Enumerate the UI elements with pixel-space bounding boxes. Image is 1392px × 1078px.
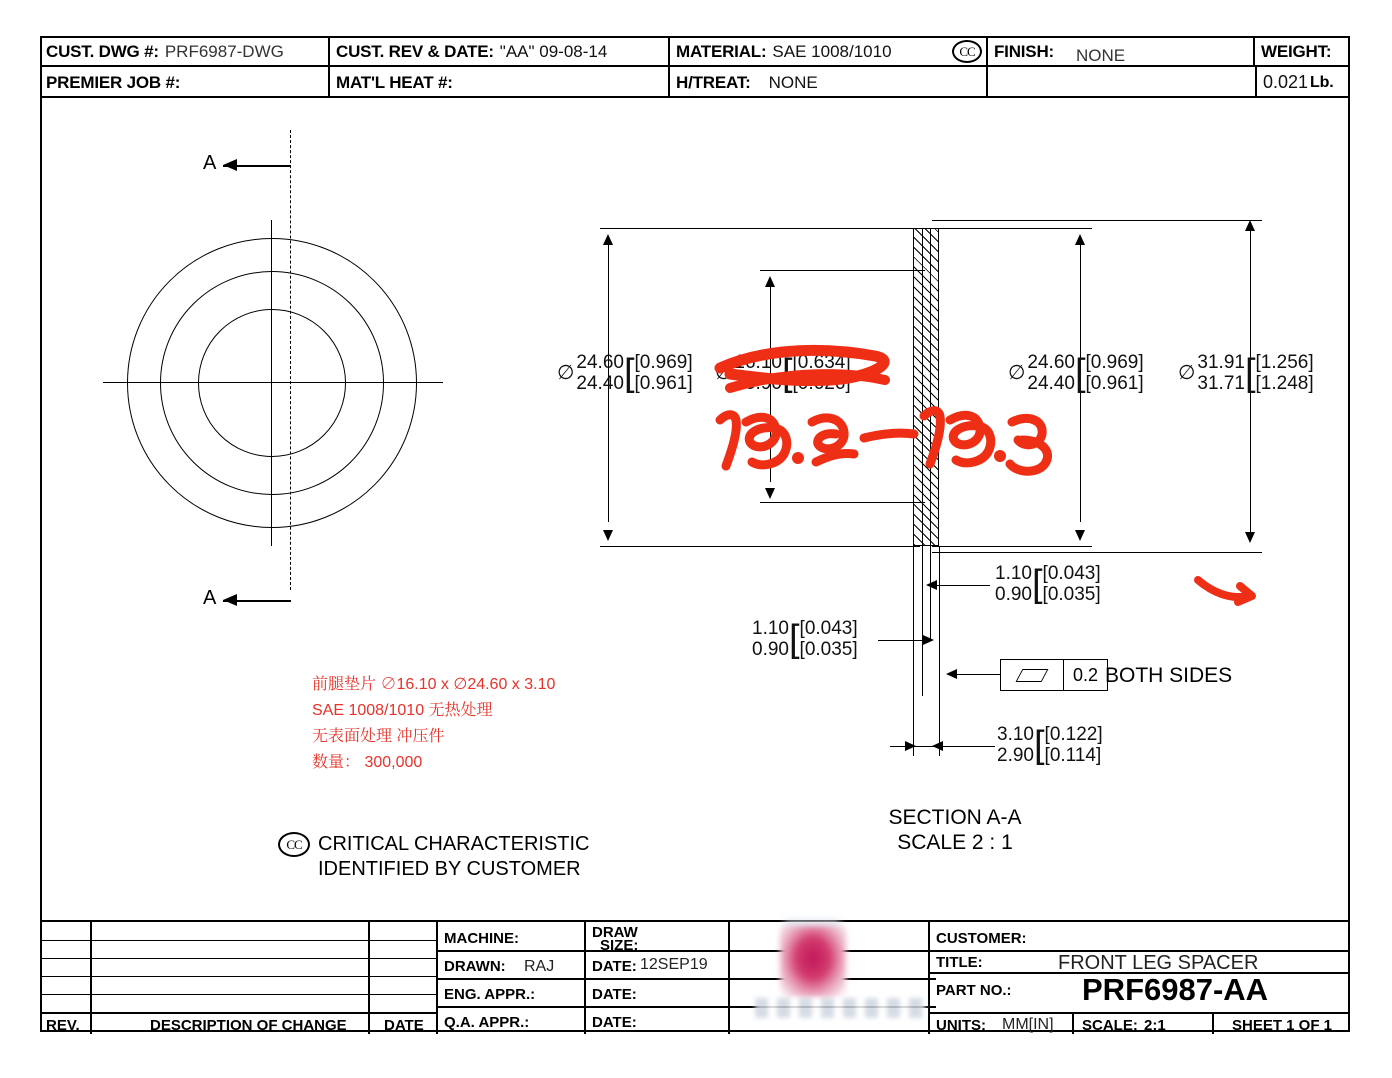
cust-dwg-value: PRF6987-DWG — [164, 41, 284, 61]
tb-vline-units — [1072, 1012, 1074, 1034]
red-note-line-4: 数量： 300,000 — [312, 754, 423, 771]
section-cut-line — [290, 130, 291, 590]
tb-vline-date — [368, 922, 370, 1034]
dim-od-right-phi: ∅ — [1008, 361, 1026, 384]
material-value: SAE 1008/1010 — [772, 41, 892, 61]
dim-overall-max: 3.10 — [997, 724, 1034, 745]
ext-line-bottom-left — [600, 546, 920, 547]
inner-circle — [198, 309, 346, 457]
fcf-leader-arrow — [946, 669, 957, 679]
tb-vline-right — [928, 922, 930, 1034]
centerline-vertical — [271, 220, 272, 546]
dim-arrow-od-left-bottom — [603, 530, 613, 541]
weight-value: 0.021 — [1263, 72, 1309, 92]
dim-od-right-min: 24.40 — [1027, 373, 1075, 394]
premier-job-cell — [40, 67, 330, 98]
part-step-line-1 — [922, 228, 923, 546]
cc-symbol-legend-text: CC — [286, 836, 302, 852]
drawn-date-label: DATE: — [592, 958, 637, 975]
cc-legend-line-1: CRITICAL CHARACTERISTIC — [318, 833, 590, 855]
cc-symbol-header-text: CC — [959, 43, 975, 59]
customer-label: CUSTOMER: — [936, 930, 1027, 947]
rev-label: REV. — [46, 1017, 80, 1034]
dim-thk-upper-min-in: [0.035] — [1042, 584, 1101, 605]
dim-text-thk-lower: 1.10 0.90 [ [0.043] [0.035] — [752, 618, 858, 660]
cust-dwg-label: CUST. DWG #: — [46, 41, 159, 61]
dim-line-thk-upper — [930, 585, 990, 586]
dim-arrow-outer-od-bottom — [1245, 532, 1255, 543]
weight-value-cell — [1255, 67, 1350, 98]
section-view — [557, 200, 1320, 854]
units-value: MM[IN] — [1002, 1016, 1054, 1033]
qa-appr-label: Q.A. APPR.: — [444, 1014, 530, 1031]
section-arrow-top-head — [223, 159, 237, 171]
section-label-line-2: SCALE 2 : 1 — [897, 831, 1013, 854]
dim-od-right-min-in: [0.961] — [1085, 373, 1144, 394]
dim-id-min: 15.90 — [734, 373, 782, 394]
dim-outer-od-min-in: [1.248] — [1255, 373, 1314, 394]
title-value: FRONT LEG SPACER — [1058, 952, 1259, 974]
dim-outer-od-phi: ∅ — [1178, 361, 1196, 384]
units-label: UNITS: — [936, 1017, 986, 1034]
header-row-1 — [40, 36, 1350, 67]
front-view — [95, 140, 525, 620]
ext-line-id-bottom — [760, 502, 925, 503]
red-note-line-1: 前腿垫片 ∅16.10 x ∅24.60 x 3.10 — [312, 676, 556, 693]
dim-outer-od-min: 31.71 — [1197, 373, 1245, 394]
finish-value: NONE — [1075, 46, 1126, 65]
sheet-value: SHEET 1 OF 1 — [1232, 1017, 1333, 1034]
fcf-box — [1000, 659, 1108, 691]
fcf-tolerance-value: 0.2 — [1073, 664, 1099, 685]
tb-vline-stamp — [728, 922, 730, 1034]
dim-od-left-max-in: [0.969] — [634, 352, 693, 373]
parallelism-icon — [1001, 660, 1064, 690]
dim-thk-upper-max-in: [0.043] — [1042, 563, 1101, 584]
htreat-label: H/TREAT: — [676, 72, 751, 92]
cc-symbol-legend — [278, 832, 310, 857]
draw-size-label-1: DRAW — [592, 924, 638, 941]
cc-symbol-header — [952, 40, 982, 63]
dim-id-max: 16.10 — [734, 352, 782, 373]
dim-overall-max-in: [0.122] — [1044, 724, 1103, 745]
dim-arrow-overall-right — [932, 741, 943, 751]
header-table — [40, 36, 1350, 98]
part-cross-section — [913, 228, 939, 546]
red-note-line-3: 无表面处理 冲压件 — [312, 728, 445, 745]
section-label-line-1: SECTION A-A — [888, 806, 1022, 829]
finish-cell — [988, 36, 1255, 67]
weight-cell — [1255, 36, 1350, 67]
red-note-line-2: SAE 1008/1010 无热处理 — [312, 702, 493, 719]
dim-od-left-phi: ∅ — [557, 361, 575, 384]
dim-text-outer-od: ∅ 31.91 31.71 [ [1.256] [1.248] — [1178, 352, 1314, 394]
section-letter-bottom: A — [203, 587, 217, 609]
eng-appr-label: ENG. APPR.: — [444, 986, 536, 1003]
dim-text-od-right: ∅ 24.60 24.40 [ [0.969] [0.961] — [1008, 352, 1144, 394]
ext-line-outer-bottom — [932, 552, 1262, 553]
finish-cell-2 — [988, 67, 1255, 98]
proj-line-right — [939, 546, 940, 756]
dim-thk-lower-min: 0.90 — [752, 639, 789, 660]
stamp-seal — [780, 926, 846, 998]
dim-od-left-max: 24.60 — [576, 352, 624, 373]
dim-arrow-thk-upper-left — [926, 580, 937, 590]
dim-arrow-id-top — [765, 276, 775, 287]
dim-od-right-max: 24.60 — [1027, 352, 1075, 373]
material-label: MATERIAL: — [676, 41, 767, 61]
dim-outer-od-max-in: [1.256] — [1255, 352, 1314, 373]
stamp-text-blurred — [755, 998, 925, 1018]
title-label: TITLE: — [936, 954, 983, 971]
tb-hline-4 — [40, 994, 436, 995]
drawn-date-value: 12SEP19 — [640, 956, 708, 973]
dim-od-right-max-in: [0.969] — [1085, 352, 1144, 373]
tb-hline-5 — [40, 1012, 436, 1014]
proj-line-mid1 — [922, 546, 923, 696]
dim-text-thk-upper: 1.10 0.90 [ [0.043] [0.035] — [995, 563, 1101, 605]
ext-line-id-top — [760, 270, 925, 271]
dim-id-phi: ∅ — [715, 361, 733, 384]
dim-overall-min: 2.90 — [997, 745, 1034, 766]
fcf-both-sides-note: BOTH SIDES — [1105, 664, 1233, 687]
tb-vline-rev — [90, 922, 92, 1034]
dim-arrow-overall-left — [905, 741, 916, 751]
dim-arrow-outer-od-top — [1245, 220, 1255, 231]
cust-rev-value: "AA" 09-08-14 — [499, 41, 608, 61]
weight-label: WEIGHT: — [1261, 41, 1332, 61]
dim-thk-lower-min-in: [0.035] — [799, 639, 858, 660]
cust-dwg-cell — [40, 36, 330, 67]
cust-rev-label: CUST. REV & DATE: — [336, 41, 494, 61]
scale-value: 2:1 — [1144, 1017, 1166, 1034]
approval-stamp — [755, 918, 925, 1028]
title-block — [40, 920, 1350, 1032]
cust-rev-cell — [330, 36, 670, 67]
ext-line-top-right — [932, 228, 1092, 229]
dim-od-left-min: 24.40 — [576, 373, 624, 394]
tb-hline-3 — [40, 976, 436, 977]
dim-thk-lower-max-in: [0.043] — [799, 618, 858, 639]
weight-unit: Lb. — [1310, 73, 1334, 91]
tb-vline-approval-date — [584, 922, 586, 1034]
centerline-horizontal — [103, 382, 443, 383]
matl-heat-label: MAT'L HEAT #: — [336, 72, 453, 92]
htreat-cell — [670, 67, 988, 98]
date-label: DATE — [384, 1017, 424, 1034]
dim-thk-upper-max: 1.10 — [995, 563, 1032, 584]
scale-label: SCALE: — [1082, 1017, 1138, 1034]
ext-line-top-left — [600, 228, 920, 229]
section-arrow-bottom-head — [223, 594, 237, 606]
dim-outer-od-max: 31.91 — [1197, 352, 1245, 373]
dim-id-max-in: [0.634] — [792, 352, 851, 373]
dim-od-left-min-in: [0.961] — [634, 373, 693, 394]
ext-line-bottom-right — [932, 546, 1092, 547]
tb-vline-scale — [1212, 1012, 1214, 1034]
machine-label: MACHINE: — [444, 930, 519, 947]
tb-hline-r3 — [928, 1012, 1350, 1014]
htreat-value: NONE — [768, 72, 818, 92]
finish-label: FINISH: — [994, 41, 1054, 61]
dim-thk-lower-max: 1.10 — [752, 618, 789, 639]
eng-date-label: DATE: — [592, 986, 637, 1003]
drawn-value: RAJ — [524, 958, 555, 975]
tb-hline-2 — [40, 958, 436, 959]
proj-line-left — [913, 546, 914, 756]
dim-arrow-od-right-top — [1075, 234, 1085, 245]
dim-text-od-left: ∅ 24.60 24.40 [ [0.969] [0.961] — [557, 352, 693, 394]
dim-overall-min-in: [0.114] — [1044, 745, 1102, 766]
dim-thk-upper-min: 0.90 — [995, 584, 1032, 605]
matl-heat-cell — [330, 67, 670, 98]
premier-job-label: PREMIER JOB #: — [46, 72, 181, 92]
part-no-label: PART NO.: — [936, 982, 1012, 999]
drawn-label: DRAWN: — [444, 958, 506, 975]
header-row-2 — [40, 67, 1350, 98]
dim-text-overall-thk: 3.10 2.90 [ [0.122] [0.114] — [997, 724, 1103, 766]
ext-line-outer-top — [932, 220, 1262, 221]
dim-text-id: ∅ 16.10 15.90 [ [0.634] [0.626] — [715, 352, 851, 394]
dim-arrow-thk-lower-right — [923, 635, 934, 645]
dim-arrow-od-right-bottom — [1075, 530, 1085, 541]
description-label: DESCRIPTION OF CHANGE — [150, 1017, 347, 1034]
dim-id-min-in: [0.626] — [792, 373, 851, 394]
cc-legend-line-2: IDENTIFIED BY CUSTOMER — [318, 858, 581, 880]
draw-size-label-2: SIZE: — [600, 937, 639, 954]
proj-line-mid2 — [930, 546, 931, 641]
part-step-line-2 — [930, 228, 931, 546]
qa-date-label: DATE: — [592, 1014, 637, 1031]
dim-arrow-od-left-top — [603, 234, 613, 245]
tb-hline-1 — [40, 940, 436, 941]
fcf-leader-line — [952, 674, 1000, 675]
section-label — [850, 805, 1060, 855]
section-letter-top: A — [203, 152, 217, 174]
material-cell — [670, 36, 988, 67]
dim-arrow-id-bottom — [765, 488, 775, 499]
part-no-value: PRF6987-AA — [1082, 972, 1269, 1007]
